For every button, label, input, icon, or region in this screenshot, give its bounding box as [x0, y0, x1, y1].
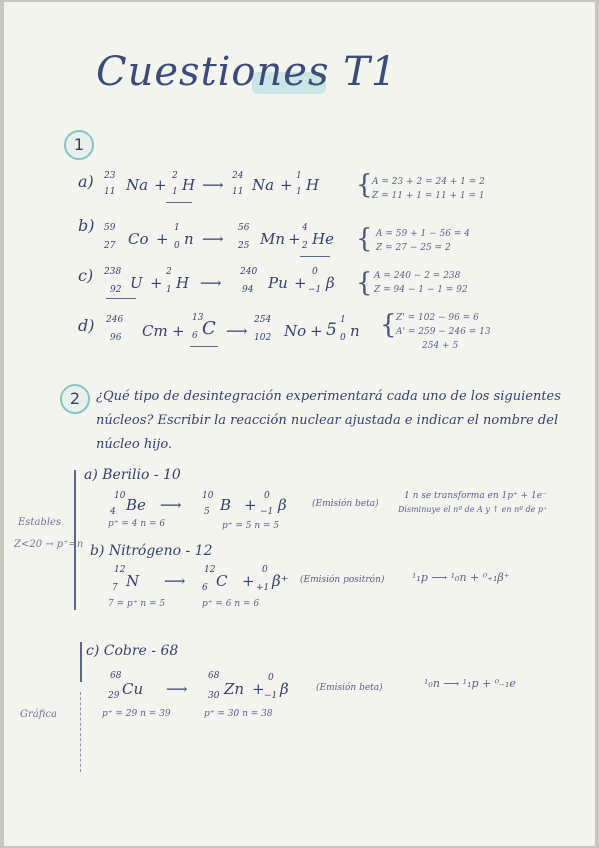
section-2-number: 2: [60, 384, 90, 414]
nucleus-b-explain: ¹₁p ⟶ ¹₀n + ⁰₊₁β⁺: [412, 571, 510, 584]
brace: {: [356, 170, 373, 200]
underline: [166, 202, 192, 203]
nucleus-a-note-reactant: p⁺ = 4 n = 6: [108, 519, 166, 529]
nucleus-a-explain-1: 1 n se transforma en 1p⁺ + 1e⁻: [404, 491, 547, 501]
question-line-3: núcleo hijo.: [96, 437, 173, 452]
brace: {: [356, 224, 373, 254]
nucleus-c-label: c) Cobre - 68: [86, 643, 179, 659]
nucleus-c-note-reactant: p⁺ = 29 n = 39: [102, 709, 171, 719]
nucleus-a-note-product: p⁺ = 5 n = 5: [222, 521, 280, 531]
brace: {: [356, 268, 373, 298]
section-1-number: 1: [64, 130, 94, 160]
nucleus-b-type: (Emisión positrón): [300, 575, 385, 585]
nucleus-c-note-product: p⁺ = 30 n = 38: [204, 709, 273, 719]
eq-a-check-mass: A = 23 + 2 = 24 + 1 = 2: [372, 177, 485, 187]
eq-d-check-mass: A' = 259 − 246 = 13: [396, 327, 491, 337]
eq-c-check-charge: Z = 94 − 1 − 1 = 92: [374, 285, 468, 295]
question-line-2: núcleos? Escribir la reacción nuclear ajustada e indicar el nombre del: [96, 413, 559, 428]
underline: [190, 346, 218, 347]
eq-d-check-sum: 254 + 5: [422, 341, 459, 351]
nucleus-b-note-product: p⁺ = 6 n = 6: [202, 599, 260, 609]
question-line-1: ¿Qué tipo de desintegración experimentará cada uno de los siguientes: [96, 389, 561, 404]
nucleus-b-note-reactant: 7 = p⁺ n = 5: [108, 599, 166, 609]
eq-d-label: d): [78, 316, 95, 335]
eq-b-check-charge: Z = 27 − 25 = 2: [376, 243, 451, 253]
page-title: Cuestiones T1: [96, 49, 398, 95]
eq-a-check-charge: Z = 11 + 1 = 11 + 1 = 1: [372, 191, 485, 201]
margin-note-rule: Z<20 → p⁺=n: [14, 539, 84, 550]
eq-c-label: c): [78, 266, 94, 285]
eq-b-label: b): [78, 216, 95, 235]
eq-c-check-mass: A = 240 − 2 = 238: [374, 271, 461, 281]
brace: {: [380, 310, 397, 340]
nucleus-c-explain: ¹₀n ⟶ ¹₁p + ⁰₋₁e: [424, 677, 516, 690]
eq-a-label: a): [78, 172, 94, 191]
nucleus-a-type: (Emisión beta): [312, 499, 379, 509]
underline: [300, 256, 330, 257]
eq-b-check-mass: A = 59 + 1 − 56 = 4: [376, 229, 470, 239]
underline: [106, 298, 136, 299]
margin-note-estables: Estables: [18, 517, 62, 528]
margin-note-grafica: Gráfica: [20, 709, 57, 720]
dashed-margin-line: [80, 692, 82, 772]
notebook-page: Cuestiones T1 1 a) 23 11 Na + 2 1 H ⟶ 24 11 Na + 1 1 H { A = 23 + 2 = 24 + 1 = 2 Z = 11 + 1 = 11 + 1 = 1 b) 59 27 Co + 1 0 n ⟶ 56 25 Mn + 4 2 He { A = 59 + 1 − 56 = 4 Z = 27 − 25 = 2 c) 238 92 U + 2 1 H ⟶ 240 94 Pu + 0 −1 β { A = 240 − 2 = 238 Z = 94 − 1 − 1 = 92 d) 246 96 Cm + 13 6 C ⟶ 254 102 No + 5 1 0 n { Z' = 102 − 96 = 6 A' = 259 − 246 = 13 254 + 5 2 ¿Qué tipo de desintegración experimentará cada uno de los siguientes núcleos? Escribir la reacción nuclear ajustada e indicar el nombre del núcleo hijo. Estables Z<20 → p⁺=n a) Berilio - 10 10 4 Be ⟶ 10 5 B + 0 −1 β (Emisión beta) p⁺ = 4 n = 6 p⁺ = 5 n = 5 1 n se transforma en 1p⁺ + 1e⁻ Disminuye el nº de A y ↑ en nº de p⁺ b) Nitrógeno - 12 12 7 N ⟶ 12 6 C + 0 +1 β⁺ (Emisión positrón) 7 = p⁺ n = 5 p⁺ = 6 n = 6 ¹₁p ⟶ ¹₀n + ⁰₊₁β⁺ c) Cobre - 68 68 29 Cu ⟶ 68 30 Zn + 0 −1 β (Emisión beta) p⁺ = 29 n = 39 p⁺ = 30 n = 38 ¹₀n ⟶ ¹₁p + ⁰₋₁e Gráfica: [4, 2, 595, 846]
nucleus-a-explain-2: Disminuye el nº de A y ↑ en nº de p⁺: [398, 505, 548, 514]
nucleus-a-label: a) Berilio - 10: [84, 467, 181, 483]
eq-d-check-charge: Z' = 102 − 96 = 6: [396, 313, 479, 323]
group-brace-line-c: [80, 642, 82, 682]
nucleus-b-label: b) Nitrógeno - 12: [90, 543, 213, 559]
nucleus-c-type: (Emisión beta): [316, 683, 383, 693]
